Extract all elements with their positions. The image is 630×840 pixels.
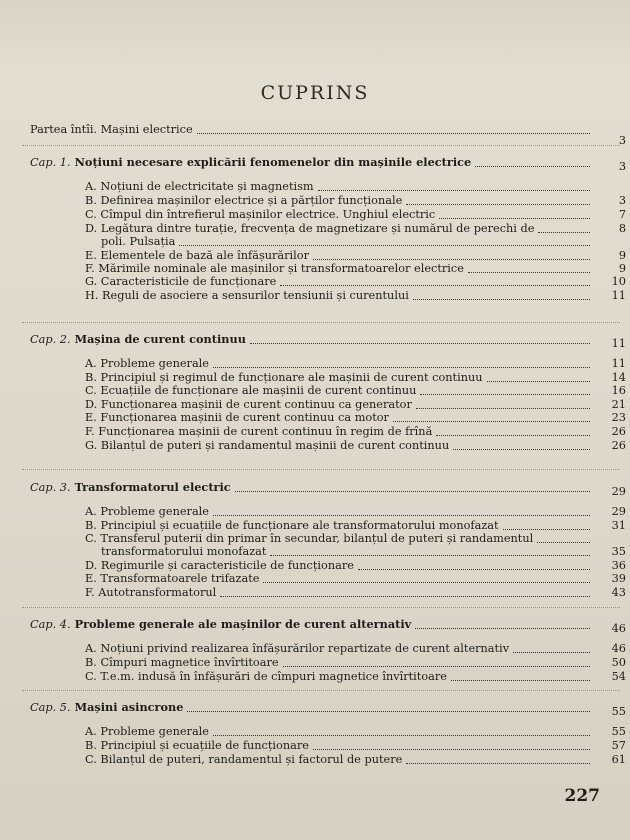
entry-text: Probleme generale ale mașinilor de curent alternativ: [74, 617, 412, 631]
entry-page-number: 21: [611, 398, 626, 411]
entry-page-number: 46: [611, 622, 626, 635]
entry-page-number: 57: [611, 739, 626, 752]
entry-page-number: 11: [611, 357, 626, 370]
entry-text: G. Caracteristicile de funcționare: [85, 275, 277, 288]
toc-entry: [85, 249, 309, 262]
entry-page-number: 46: [611, 642, 626, 655]
toc-entry: [85, 275, 276, 288]
dot-leader: [415, 628, 590, 629]
entry-page-number: 50: [611, 656, 626, 669]
toc-chapter-title: [30, 156, 471, 169]
toc-entry: [85, 753, 402, 766]
entry-text: F. Funcționarea mașinii de curent continuu în regim de frînă: [85, 425, 433, 438]
toc-entry: [85, 194, 402, 207]
entry-page-number: 23: [611, 411, 626, 424]
chapter-label: Cap. 4.: [30, 618, 71, 631]
toc-entry: [101, 545, 266, 558]
entry-page-number: 39: [611, 572, 626, 585]
page-title: CUPRINS: [260, 82, 370, 104]
entry-page-number: 26: [611, 425, 626, 438]
entry-text: A. Probleme generale: [85, 505, 209, 518]
entry-text: C. Transferul puterii din primar în secundar, bilanțul de puteri și randamentul: [85, 532, 534, 545]
dot-leader: [503, 529, 590, 530]
toc-entry: [85, 505, 209, 518]
entry-text: B. Definirea mașinilor electrice și a părților funcționale: [85, 194, 403, 207]
dot-leader: [420, 394, 590, 395]
entry-text: E. Transformatoarele trifazate: [85, 572, 260, 585]
dot-leader: [468, 272, 590, 273]
toc-entry: [85, 425, 432, 438]
dot-leader: [537, 542, 590, 543]
entry-text: transformatorului monofazat: [101, 545, 267, 558]
entry-page-number: 55: [611, 705, 626, 718]
chapter-label: Cap. 3.: [30, 481, 71, 494]
section-divider: [22, 607, 620, 608]
entry-page-number: 16: [611, 384, 626, 397]
dot-leader: [250, 343, 590, 344]
section-divider: [22, 690, 620, 691]
section-divider: [22, 322, 620, 323]
toc-entry: [85, 725, 209, 738]
toc-entry: [101, 235, 175, 248]
toc-entry: [85, 439, 449, 452]
entry-text: C. Ecuațiile de funcționare ale mașinii de curent continuu: [85, 384, 417, 397]
entry-text: C. Bilanțul de puteri, randamentul și factorul de putere: [85, 753, 403, 766]
toc-entry: [85, 180, 314, 193]
toc-entry: [85, 670, 447, 683]
dot-leader: [213, 515, 590, 516]
entry-text: Noțiuni necesare explicării fenomenelor din mașinile electrice: [74, 155, 472, 169]
entry-text: A. Noțiuni privind realizarea înfășurărilor repartizate de curent alternativ: [85, 642, 510, 655]
entry-page-number: 11: [611, 289, 626, 302]
toc-entry: [85, 559, 354, 572]
entry-page-number: 3: [618, 194, 626, 207]
entry-page-number: 35: [611, 545, 626, 558]
entry-text: B. Cîmpuri magnetice învîrtitoare: [85, 656, 279, 669]
entry-text: A. Noțiuni de electricitate și magnetism: [85, 180, 314, 193]
toc-entry: [85, 656, 279, 669]
dot-leader: [406, 204, 590, 205]
chapter-label: Cap. 1.: [30, 156, 71, 169]
toc-entry: [85, 262, 464, 275]
dot-leader: [475, 166, 590, 167]
dot-leader: [358, 569, 590, 570]
entry-page-number: 9: [618, 262, 626, 275]
dot-leader: [197, 133, 590, 134]
toc-chapter-title: [30, 481, 231, 494]
toc-entry: [85, 642, 509, 655]
chapter-label: Cap. 2.: [30, 333, 71, 346]
dot-leader: [393, 421, 590, 422]
entry-text: Mașina de curent continuu: [74, 332, 246, 346]
dot-leader: [313, 259, 590, 260]
entry-page-number: 36: [611, 559, 626, 572]
dot-leader: [213, 735, 590, 736]
section-divider: [22, 469, 620, 470]
entry-page-number: 8: [618, 222, 626, 235]
entry-page-number: 7: [618, 208, 626, 221]
toc-entry: [85, 357, 209, 370]
entry-page-number: 26: [611, 439, 626, 452]
entry-text: A. Probleme generale: [85, 357, 209, 370]
toc-entry: [85, 371, 483, 384]
toc-entry: [85, 739, 309, 752]
entry-page-number: 3: [618, 134, 626, 147]
entry-page-number: 29: [611, 485, 626, 498]
entry-text: D. Funcționarea mașinii de curent continuu ca generator: [85, 398, 412, 411]
entry-text: B. Principiul și regimul de funcționare ale mașinii de curent continuu: [85, 371, 483, 384]
toc-entry: [85, 222, 534, 235]
dot-leader: [270, 555, 590, 556]
entry-page-number: 11: [611, 337, 626, 350]
dot-leader: [406, 763, 590, 764]
entry-text: D. Legătura dintre turație, frecvența de magnetizare și numărul de perechi de: [85, 222, 535, 235]
entry-text: Mașini asincrone: [74, 700, 184, 714]
chapter-label: Cap. 5.: [30, 701, 71, 714]
entry-text: Partea întîi. Mașini electrice: [30, 123, 193, 136]
entry-text: D. Regimurile și caracteristicile de funcționare: [85, 559, 354, 572]
entry-page-number: 54: [611, 670, 626, 683]
toc-part-title: [30, 123, 193, 136]
entry-page-number: 55: [611, 725, 626, 738]
toc-chapter-title: [30, 333, 246, 346]
toc-entry: [85, 208, 435, 221]
entry-page-number: 10: [611, 275, 626, 288]
dot-leader: [283, 666, 590, 667]
dot-leader: [235, 491, 590, 492]
dot-leader: [318, 190, 590, 191]
entry-text: poli. Pulsația: [101, 235, 176, 248]
dot-leader: [439, 218, 590, 219]
entry-text: C. T.e.m. indusă în înfășurări de cîmpuri magnetice învîrtitoare: [85, 670, 447, 683]
dot-leader: [416, 408, 590, 409]
toc-entry: [85, 411, 389, 424]
toc-entry: [85, 398, 412, 411]
dot-leader: [313, 749, 590, 750]
entry-page-number: 31: [611, 519, 626, 532]
entry-page-number: 43: [611, 586, 626, 599]
entry-page-number: 61: [611, 753, 626, 766]
entry-text: E. Elementele de bază ale înfășurărilor: [85, 249, 309, 262]
dot-leader: [451, 680, 590, 681]
entry-text: G. Bilanțul de puteri și randamentul mașinii de curent continuu: [85, 439, 450, 452]
entry-text: H. Reguli de asociere a sensurilor tensiunii și curentului: [85, 289, 409, 302]
dot-leader: [220, 596, 590, 597]
dot-leader: [513, 652, 590, 653]
entry-page-number: 29: [611, 505, 626, 518]
page-number: 227: [564, 786, 600, 806]
entry-page-number: 3: [618, 160, 626, 173]
entry-page-number: 9: [618, 249, 626, 262]
section-divider: [22, 145, 620, 146]
entry-text: B. Principiul și ecuațiile de funcționare ale transformatorului monofazat: [85, 519, 499, 532]
toc-entry: [85, 532, 533, 545]
dot-leader: [538, 232, 590, 233]
toc-entry: [85, 519, 499, 532]
dot-leader: [413, 299, 590, 300]
entry-text: E. Funcționarea mașinii de curent continuu ca motor: [85, 411, 389, 424]
toc-entry: [85, 289, 409, 302]
toc-entry: [85, 384, 416, 397]
dot-leader: [453, 449, 590, 450]
entry-text: F. Mărimile nominale ale mașinilor și transformatoarelor electrice: [85, 262, 464, 275]
toc-entry: [85, 586, 216, 599]
dot-leader: [213, 367, 590, 368]
dot-leader: [179, 245, 590, 246]
entry-text: A. Probleme generale: [85, 725, 209, 738]
entry-text: C. Cîmpul din întrefierul mașinilor electrice. Unghiul electric: [85, 208, 436, 221]
entry-page-number: 14: [611, 371, 626, 384]
dot-leader: [436, 435, 590, 436]
dot-leader: [263, 582, 590, 583]
entry-text: Transformatorul electric: [74, 480, 231, 494]
entry-text: B. Principiul și ecuațiile de funcționare: [85, 739, 309, 752]
toc-entry: [85, 572, 259, 585]
dot-leader: [487, 381, 590, 382]
dot-leader: [187, 711, 590, 712]
toc-chapter-title: [30, 701, 183, 714]
toc-chapter-title: [30, 618, 411, 631]
dot-leader: [280, 285, 590, 286]
entry-text: F. Autotransformatorul: [85, 586, 217, 599]
